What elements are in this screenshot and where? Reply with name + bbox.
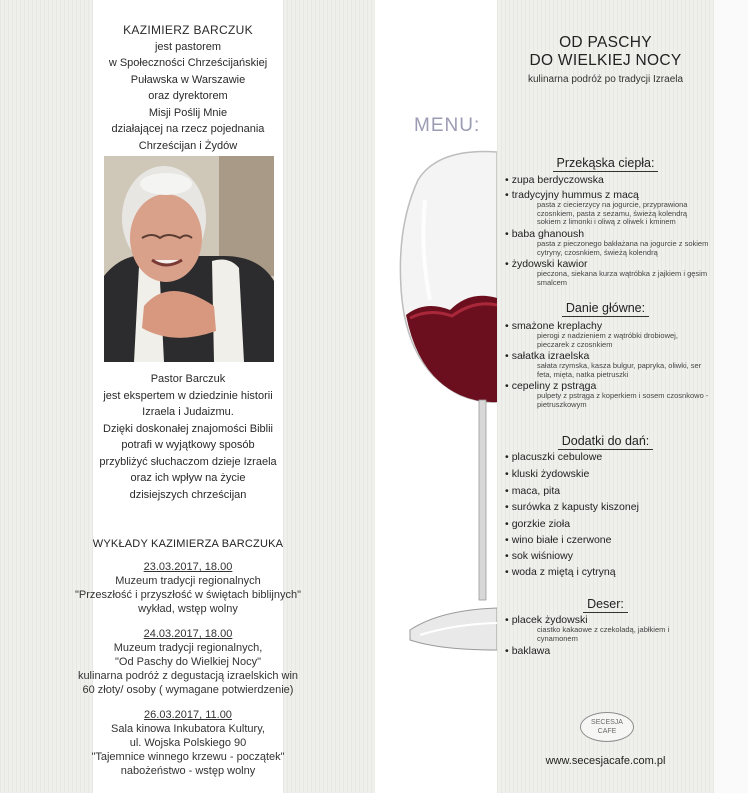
lecture-3-note: nabożeństwo - wstęp wolny	[120, 765, 256, 777]
lecture-2-price: 60 złoty/ osoby ( wymagane potwierdzenie)	[82, 684, 294, 696]
wine-glass-illustration	[380, 140, 497, 660]
bio-line: oraz dyrektorem	[148, 90, 228, 102]
menu-item: • sok wiśniowy	[505, 550, 710, 562]
lecture-3-date: 26.03.2017, 11.00	[144, 709, 232, 721]
secesja-cafe-logo	[580, 712, 634, 742]
menu-item: • smażone kreplachy pierogi z nadzieniem z wątróbki drobiowej, pieczarek z czosnkiem	[505, 320, 710, 349]
pastor-name: KAZIMIERZ BARCZUK	[123, 23, 253, 37]
menu-item: • zupa berdyczowska	[505, 174, 710, 186]
logo-text-bottom: CAFE	[597, 728, 617, 735]
lecture-3-topic: "Tajemnice winnego krzewu - początek"	[91, 751, 285, 763]
menu-title-line-2: DO WIELKIEJ NOCY	[529, 52, 682, 69]
menu-item: • kluski żydowskie	[505, 468, 710, 480]
lecture-2-date: 24.03.2017, 18.00	[143, 628, 233, 640]
right-edge-strip	[714, 0, 748, 793]
lecture-3-place: Sala kinowa Inkubatora Kultury,	[111, 723, 265, 735]
section-title-dessert: Deser:	[497, 597, 714, 613]
lecture-2-topic: "Od Paschy do Wielkiej Nocy"	[115, 656, 261, 668]
menu-item: • cepeliny z pstrąga pulpety z pstrąga z koperkiem i sosem czosnkowo - pietruszkowym	[505, 380, 710, 409]
menu-item: • wino białe i czerwone	[505, 534, 710, 546]
bio-description	[93, 371, 283, 503]
menu-item: • gorzkie zioła	[505, 518, 710, 530]
menu-word: MENU:	[414, 115, 481, 136]
bio-line: działającej na rzecz pojednania	[111, 123, 265, 135]
menu-item: • placek żydowski ciastko kakaowe z czekoladą, jabłkiem i cynamonem	[505, 614, 710, 643]
menu-title-line-1: OD PASCHY	[559, 34, 652, 51]
bio-panel	[74, 0, 302, 793]
lecture-1-topic: "Przeszłość i przyszłość w świętach biblijnych"	[74, 589, 302, 601]
bio-line: Dzięki doskonałej znajomości Biblii	[103, 422, 273, 435]
bio-line: potrafi w wyjątkowy sposób	[121, 439, 255, 451]
bio-line: dzisiejszych chrześcijan	[129, 488, 247, 501]
pastor-photo	[104, 156, 274, 362]
menu-subtitle: kulinarna podróż po tradycji Izraela	[527, 74, 684, 85]
lecture-1-note: wykład, wstęp wolny	[138, 603, 238, 615]
menu-item: • woda z miętą i cytryną	[505, 566, 710, 578]
section-title-side-dishes: Dodatki do dań:	[497, 434, 714, 450]
lecture-2-place: Muzeum tradycji regionalnych,	[113, 642, 263, 654]
menu-item: • maca, pita	[505, 485, 710, 497]
bio-line: jest ekspertem w dziedzinie historii	[103, 389, 273, 402]
lectures-title: WYKŁADY KAZIMIERZA BARCZUKA	[92, 538, 284, 550]
menu-item: • surówka z kapusty kiszonej	[505, 501, 710, 513]
bio-line: oraz ich wpływ na życie	[130, 472, 246, 484]
menu-header	[497, 34, 714, 85]
menu-item: • sałatka izraelska sałata rzymska, kasza bulgur, papryka, oliwki, ser feta, mięta, natka pietruszki	[505, 350, 710, 379]
lecture-1-date: 23.03.2017, 18.00	[143, 561, 233, 573]
bio-intro	[93, 22, 283, 154]
bio-line: Chrześcijan i Żydów	[138, 139, 238, 152]
menu-item: • tradycyjny hummus z macą pasta z ciecierzycy na jogurcie, przyprawiona czosnkiem, pasta z sezamu, świeżą kolendrą sokiem z limonki i oliwą z oliwek i kminem	[505, 189, 710, 227]
menu-item: • placuszki cebulowe	[505, 451, 710, 463]
lecture-3-address: ul. Wojska Polskiego 90	[129, 737, 247, 749]
lecture-1-place: Muzeum tradycji regionalnych	[115, 575, 261, 587]
bio-line: w Społeczności Chrześcijańskiej	[108, 57, 268, 69]
menu-item: • baklawa	[505, 645, 710, 657]
bio-line: Pastor Barczuk	[150, 373, 226, 385]
bio-line: Izraela i Judaizmu.	[142, 406, 234, 418]
bio-line: przybliżyć słuchaczom dzieje Izraela	[99, 455, 277, 468]
website-url: www.secesjacafe.com.pl	[545, 755, 666, 767]
section-title-main-course: Danie główne:	[497, 301, 714, 317]
menu-item: • żydowski kawior pieczona, siekana kurza wątróbka z jajkiem i gęsim smalcem	[505, 258, 710, 287]
lectures-section	[73, 537, 303, 778]
pastor-portrait-illustration	[104, 156, 274, 362]
logo-text-top: SECESJA	[591, 719, 623, 726]
bio-line: Misji Poślij Mnie	[148, 106, 228, 119]
bio-line: Puławska w Warszawie	[130, 73, 246, 86]
section-title-hot-appetizer: Przekąska ciepła:	[497, 156, 714, 172]
menu-item: • baba ghanoush pasta z pieczonego bakłażana na jogurcie z sokiem cytryny, czosnkiem, świeżą kolendrą	[505, 228, 710, 257]
bio-line: jest pastorem	[154, 40, 222, 53]
lecture-2-note: kulinarna podróż z degustacją izraelskich win	[77, 670, 299, 682]
